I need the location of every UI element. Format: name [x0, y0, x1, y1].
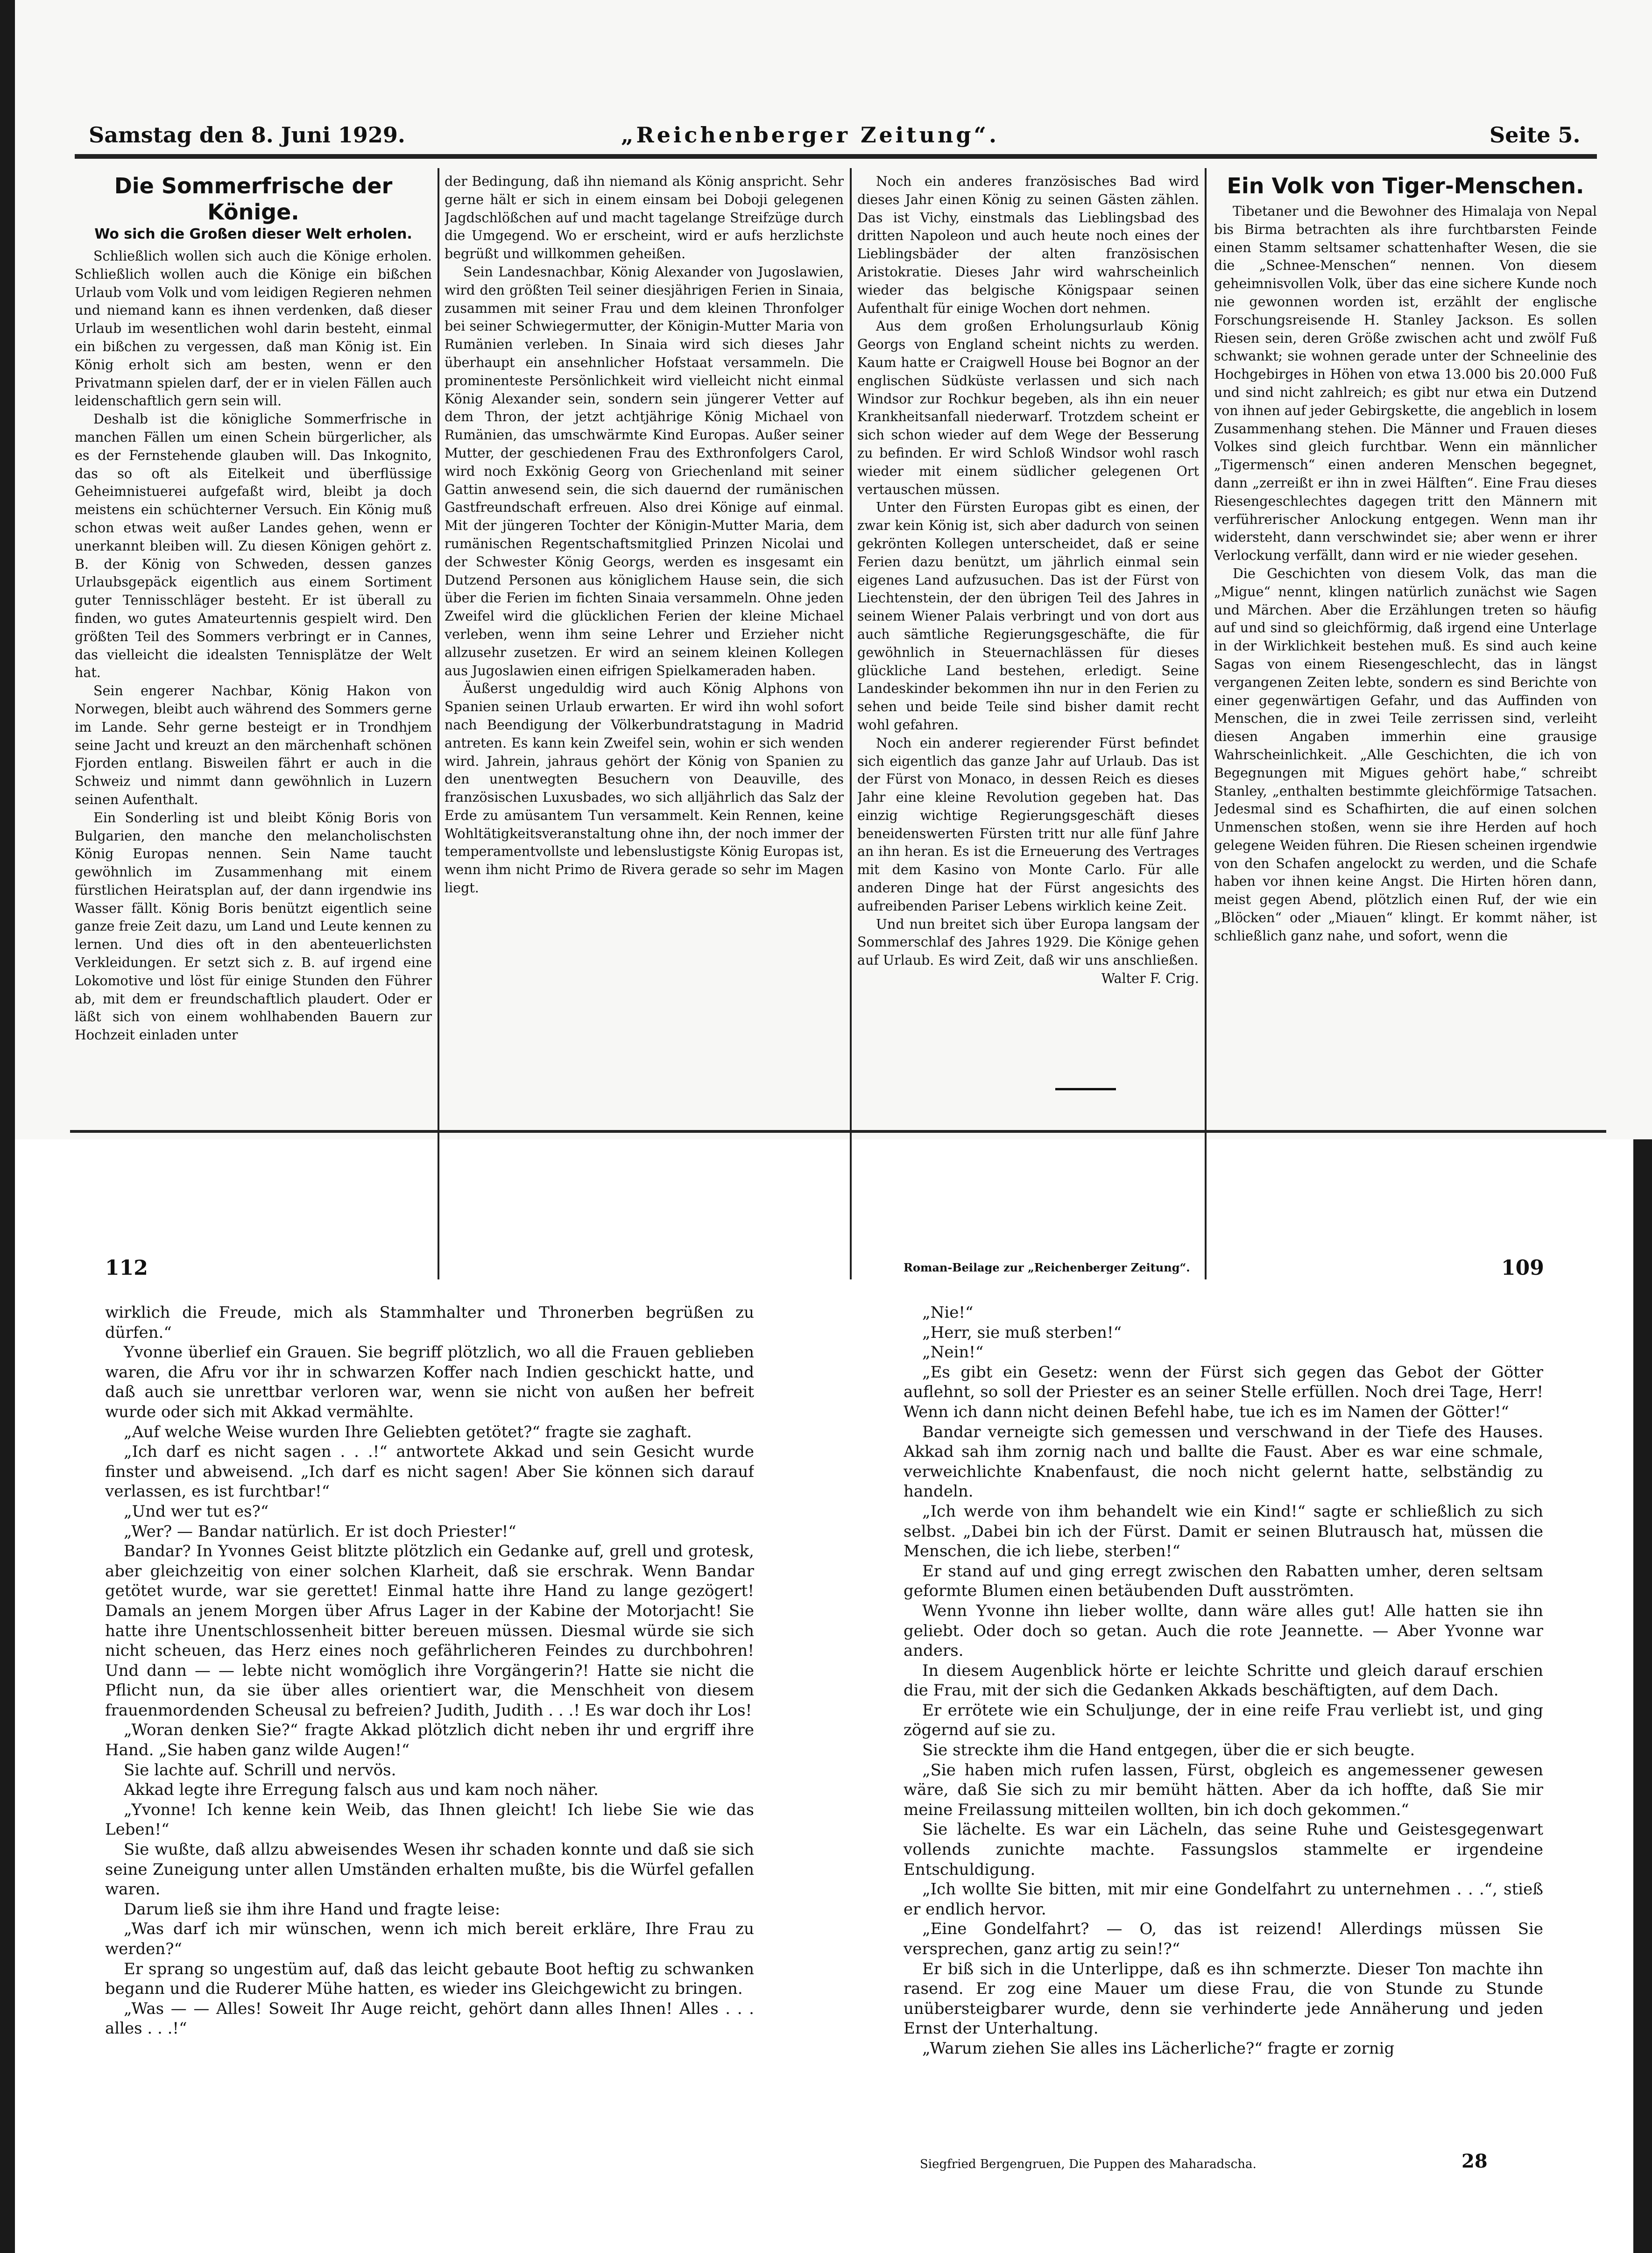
bottom-right-page-number: 109 — [1501, 1256, 1544, 1280]
novel-paragraph: „Was darf ich mir wünschen, wenn ich mich bereit erkläre, Ihre Frau zu werden?“ — [105, 1920, 754, 1958]
bottom-left-page-number: 112 — [105, 1256, 148, 1280]
novel-paragraph: wirklich die Freude, mich als Stammhalter und Thronerben begrüßen zu dürfen.“ — [105, 1303, 754, 1342]
column-divider — [438, 168, 439, 1279]
article1-paragraph: der Bedingung, daß ihn niemand als König anspricht. Sehr gerne hält er sich in einem einsam bei Doboji gelegenen Jagdschlößchen auf und macht tagelange Streifzüge durch die Umgegend. Wo er erscheint, wird er aufs herzlichste begrüßt und willkommen geheißen. — [445, 174, 844, 262]
novel-paragraph: Sie lachte auf. Schrill und nervös. — [124, 1760, 396, 1780]
novel-paragraph: Wenn Yvonne ihn lieber wollte, dann wäre alles gut! Alle hatten sie ihn geliebt. Oder doch so getan. Auch die rote Jeannette. — Aber Yvonne war anders. — [904, 1601, 1543, 1660]
bottom-right-text — [904, 1303, 1543, 2143]
article2-paragraph: Tibetaner und die Bewohner des Himalaja von Nepal bis Birma betrachten als ihre furchtbarsten Feinde einen Stamm seltsamer schattenhafter Wesen, die sie die „Schnee-Menschen“ nennen. Von diesem geheimnisvollen Volk, über das eine sichere Kunde noch nie gewonnen worden ist, erzählt der englische Forschungsreisende H. Stanley Jackson. Es sollen Riesen sein, deren Größe zwischen acht und zwölf Fuß schwankt; sie wohnen gerade unter der Schneelinie des Hochgebirges in Höhen von etwa 13.000 bis 20.000 Fuß und sind nicht zahlreich; es gibt nur etwa ein Dutzend von ihnen auf jeder Gebirgskette, die angeblich in losem Zusammenhang stehen. Die Männer und Frauen dieses Volkes sind gleich furchtbar. Wenn ein männlicher „Tigermensch“ einen anderen Menschen begegnet, dann „zerreißt er ihn in zwei Hälften“. Eine Frau dieses Riesengeschlechtes dagegen tritt den Männern mit verführerischer Anlockung entgegen. Wenn man ihr widersteht, dann verschwindet sie; aber wenn er ihrer Verlockung verfällt, dann wird er nie wieder gesehen. — [1214, 204, 1597, 564]
article1-paragraph: Ein Sonderling ist und bleibt König Boris von Bulgarien, den manche den melancholischsten König Europas nennen. Sein Name taucht gewöhnlich im Zusammenhang mit einem fürstlichen Heiratsplan auf, der dann irgendwie ins Wasser fällt. König Boris benützt eigentlich seine ganze freie Zeit dazu, um Land und Leute kennen zu lernen. Und dies oft in den abenteuerlichsten Verkleidungen. Er setzt sich z. B. auf irgend eine Lokomotive und löst für einige Stunden den Führer ab, mit dem er freundschaftlich plaudert. Oder er läßt sich von einem wohlhabenden Bauern zur Hochzeit einladen unter — [75, 810, 432, 1043]
novel-paragraph: Yvonne überlief ein Grauen. Sie begriff plötzlich, wo all die Frauen geblieben waren, die Afru vor ihr in schwarzen Koffer nach Indien geschickt hatte, und daß auch sie unrettbar verloren war, wenn sie nicht von außen her befreit wurde oder sich mit Akkad vermählte. — [105, 1343, 754, 1421]
novel-paragraph: Er biß sich in die Unterlippe, daß es ihn schmerzte. Dieser Ton machte ihn rasend. Er zog eine Mauer um diese Frau, die von Stunde zu Stunde unübersteigbarer wurde, denn sie verhinderte jede Annäherung und jeden Ernst der Unterhaltung. — [904, 1959, 1543, 2038]
article1-paragraph: Noch ein anderer regierender Fürst befindet sich eigentlich das ganze Jahr auf Urlaub. Das ist der Fürst von Monaco, in dessen Reich es dieses Jahr eine kleine Revolution gegeben hat. Das einzig wichtige Regierungsgeschäft dieses beneidenswerten Fürsten tritt nur alle fünf Jahre an ihn heran. Es ist die Erneuerung des Vertrages mit dem Kasino von Monte Carlo. Für alle anderen Dinge hat der Fürst angesichts des aufreibenden Pariser Lebens wirklich keine Zeit. — [857, 735, 1199, 914]
novel-paragraph: In diesem Augenblick hörte er leichte Schritte und gleich darauf erschien die Frau, mit der sich die Gedanken Akkads beschäftigten, auf dem Dach. — [904, 1661, 1543, 1700]
novel-paragraph: „Herr, sie muß sterben!“ — [922, 1323, 1122, 1342]
article1-column-3 — [857, 173, 1199, 1125]
novel-paragraph: Sie lächelte. Es war ein Lächeln, das seine Ruhe und Geistesgegenwart vollends zunichte machte. Fassungslos stammelte er irgendeine Entschuldigung. — [904, 1820, 1543, 1879]
novel-paragraph: Er sprang so ungestüm auf, daß das leicht gebaute Boot heftig zu schwanken begann und die Ruderer Mühe hatten, es wieder ins Gleichgewicht zu bringen. — [105, 1959, 754, 1999]
novel-paragraph: „Ich darf es nicht sagen . . .!“ antwortete Akkad und sein Gesicht wurde finster und abweisend. „Ich darf es nicht sagen! Aber Sie können sich darauf verlassen, es ist furchtbar!“ — [105, 1442, 754, 1501]
novel-paragraph: Er errötete wie ein Schuljunge, der in eine reife Frau verliebt ist, und ging zögernd auf sie zu. — [904, 1701, 1543, 1740]
bottom-left-text — [105, 1303, 754, 2176]
article2-title: Ein Volk von Tiger-Menschen. — [1227, 173, 1584, 198]
novel-paragraph: „Auf welche Weise wurden Ihre Geliebten getötet?“ fragte sie zaghaft. — [124, 1422, 692, 1441]
column-divider — [850, 168, 852, 1279]
article1-column-2 — [445, 173, 844, 1125]
bottom-rule — [70, 1130, 1606, 1133]
article2-column — [1214, 173, 1597, 1125]
article1-title: Die Sommerfrische der Könige. — [114, 173, 393, 225]
novel-paragraph: „Eine Gondelfahrt? — O, das ist reizend! Allerdings müssen Sie versprechen, ganz artig zu sein!?“ — [904, 1920, 1543, 1958]
header-page: Seite 5. — [1490, 122, 1581, 148]
novel-paragraph: „Woran denken Sie?“ fragte Akkad plötzlich dicht neben ihr und ergriff ihre Hand. „Sie haben ganz wilde Augen!“ — [105, 1721, 754, 1760]
article1-subtitle: Wo sich die Großen dieser Welt erholen. — [94, 226, 412, 242]
novel-paragraph: Bandar? In Yvonnes Geist blitzte plötzlich ein Gedanke auf, grell und grotesk, aber gleichzeitig von einer solchen Klarheit, daß sie erschrak. Wenn Bandar getötet wurde, war sie gerettet! Einmal hatte ihre Hand zu lange gezögert! Damals an jenem Morgen über Afrus Lager in der Kabine der Motorjacht! Sie hatte ihre Unentschlossenheit bitter bereuen müssen. Diesmal würde sie sich nicht scheuen, das Herz eines noch gefährlicheren Feindes zu durchbohren! Und dann — — lebte nicht womöglich ihre Vorgängerin?! Hatte sie nicht die Pflicht nun, da sie über alles orientiert war, die Menschheit von diesem frauenmordenden Scheusal zu befreien? Judith, Judith . . .! Es war doch ihr Los! — [105, 1542, 754, 1720]
article1-paragraph: Unter den Fürsten Europas gibt es einen, der zwar kein König ist, sich aber dadurch von seinen gekrönten Kollegen unterscheidet, daß er seine Ferien dazu benützt, um jährlich einmal sein eigenes Land aufzusuchen. Das ist der Fürst von Liechtenstein, der den übrigen Teil des Jahres in seinem Wiener Palais verbringt und von dort aus auch sämtliche Regierungsgeschäfte, die für gewöhnlich in Steuernachlässen für dieses glückliche Land bestehen, erledigt. Seine Landeskinder bekommen ihn nur in den Ferien zu sehen und beide Teile sind bisher damit recht wohl gefahren. — [857, 500, 1199, 733]
article1-paragraph: Deshalb ist die königliche Sommerfrische in manchen Fällen um einen Schein bürgerlicher, als es der Fernstehende glauben will. Das Inkognito, das so oft als Eitelkeit und überflüssige Geheimnistuerei aufgefaßt wird, bleibt ja doch meistens ein schüchterner Versuch. Ein König muß schon etwas weit außer Landes gehen, wenn er unerkannt bleiben will. Zu diesen Königen gehört z. B. der König von Schweden, dessen ganzes Urlaubsgepäck eigentlich aus einem Sortiment guter Tennisschläger besteht. Er ist überall zu finden, wo gutes Amateurtennis gespielt wird. Den größten Teil des Sommers verbringt er in Cannes, das vielleicht die idealsten Tennisplätze der Welt hat. — [75, 411, 432, 681]
novel-paragraph: „Warum ziehen Sie alles ins Lächerliche?“ fragte er zornig — [922, 2039, 1395, 2058]
novel-paragraph: „Wer? — Bandar natürlich. Er ist doch Priester!“ — [124, 1522, 516, 1541]
article1-paragraph: Schließlich wollen sich auch die Könige erholen. Schließlich wollen auch die Könige ein bißchen Urlaub vom Volk und vom leidigen Regieren nehmen und niemand kann es ihnen verdenken, daß dieser Urlaub im wesentlichen wohl darin besteht, einmal ein bißchen zu vergessen, daß man König ist. Ein König erholt sich am besten, wenn er den Privatmann spielen darf, der er in vielen Fällen auch leidenschaftlich gern sein will. — [75, 248, 432, 409]
novel-paragraph: „Und wer tut es?“ — [124, 1502, 269, 1521]
novel-paragraph: Akkad legte ihre Erregung falsch aus und kam noch näher. — [124, 1780, 599, 1800]
novel-supplement-header: Roman-Beilage zur „Reichenberger Zeitung“. — [904, 1261, 1190, 1274]
novel-footer-number: 28 — [1461, 2150, 1488, 2172]
novel-paragraph: Darum ließ sie ihm ihre Hand und fragte leise: — [124, 1900, 501, 1919]
article1-signature: Walter F. Crig. — [1101, 971, 1199, 987]
header-date: Samstag den 8. Juni 1929. — [89, 122, 405, 148]
novel-paragraph: Bandar verneigte sich gemessen und verschwand in der Tiefe des Hauses. Akkad sah ihm zornig nach und ballte die Faust. Aber es war eine schmale, verweichlichte Knabenfaust, die noch nicht gelernt hatte, selbständig zu handeln. — [904, 1422, 1543, 1501]
novel-paragraph: Sie wußte, daß allzu abweisendes Wesen ihr schaden konnte und daß sie sich seine Zuneigung unter allen Umständen erhalten mußte, bis die Würfel gefallen waren. — [105, 1840, 754, 1899]
novel-paragraph: „Ich wollte Sie bitten, mit mir eine Gondelfahrt zu unternehmen . . .“, stieß er endlich hervor. — [904, 1880, 1543, 1919]
article1-paragraph: Noch ein anderes französisches Bad wird dieses Jahr einen König zu seinen Gästen zählen. Das ist Vichy, einstmals das Lieblingsbad des dritten Napoleon und auch heute noch eines der Lieblingsbäder der alten französischen Aristokratie. Dieses Jahr wird wahrscheinlich wieder das belgische Königspaar seinen Aufenthalt für einige Wochen dort nehmen. — [857, 174, 1199, 316]
article1-paragraph: Und nun breitet sich über Europa langsam der Sommerschlaf des Jahres 1929. Die Könige gehen auf Urlaub. Es wird Zeit, daß wir uns anschließen. — [857, 916, 1199, 968]
novel-paragraph: „Sie haben mich rufen lassen, Fürst, obgleich es angemessener gewesen wäre, daß Sie sich zu mir bemüht hätten. Aber da ich hoffte, daß Sie mir meine Freilassung mitteilen wollten, bin ich doch gekommen.“ — [904, 1760, 1543, 1819]
novel-paragraph: „Yvonne! Ich kenne kein Weib, das Ihnen gleicht! Ich liebe Sie wie das Leben!“ — [105, 1800, 754, 1839]
column-divider — [1205, 168, 1207, 1279]
novel-paragraph: „Ich werde von ihm behandelt wie ein Kind!“ sagte er schließlich zu sich selbst. „Dabei bin ich der Fürst. Damit er seinen Blutrausch hat, müssen die Menschen, die ich liebe, sterben!“ — [904, 1502, 1543, 1561]
article1-column-1 — [75, 173, 432, 1125]
novel-paragraph: „Nie!“ — [922, 1303, 974, 1322]
novel-paragraph: „Was — — Alles! Soweit Ihr Auge reicht, gehört dann alles Ihnen! Alles . . . alles . . .!“ — [105, 1999, 754, 2038]
article1-paragraph: Aus dem großen Erholungsurlaub König Georgs von England scheint nichts zu werden. Kaum hatte er Craigwell House bei Bognor an der englischen Südküste verlassen und sich nach Windsor zur Rochkur begeben, als ihn ein neuer Krankheitsanfall niederwarf. Trotzdem scheint er sich schon wieder auf dem Wege der Besserung zu befinden. Er wird Schloß Windsor wohl rasch wieder mit einem südlicher gelegenen Ort vertauschen müssen. — [857, 318, 1199, 497]
novel-paragraph: „Es gibt ein Gesetz: wenn der Fürst sich gegen das Gebot der Götter auflehnt, so soll der Priester es an seiner Stelle erfüllen. Noch drei Tage, Herr! Wenn ich dann nicht deinen Befehl habe, tue ich es im Namen der Götter!“ — [904, 1363, 1543, 1421]
novel-paragraph: Er stand auf und ging erregt zwischen den Rabatten umher, deren seltsam geformte Blumen einen betäubenden Duft ausströmten. — [904, 1561, 1543, 1601]
header-newspaper: „Reichenberger Zeitung“. — [621, 122, 1000, 148]
right-page-edge — [1633, 1139, 1652, 2253]
end-dash — [1055, 1088, 1116, 1090]
header-rule — [75, 154, 1597, 159]
novel-paragraph: „Nein!“ — [922, 1343, 984, 1362]
article1-paragraph: Äußerst ungeduldig wird auch König Alphons von Spanien seinen Urlaub erwarten. Er wird ihn wohl sofort nach Beendigung der Völkerbundratstagung in Madrid antreten. Es kann kein Zweifel sein, wohin er sich wenden wird. Jahrein, jahraus gehört der König von Spanien zu den unentwegten Besuchern von Deauville, des französischen Luxusbades, wo sich alljährlich das Salz der Erde zu amüsantem Tun versammelt. Kein Rennen, keine Wohltätigkeitsveranstaltung ohne ihn, der noch immer der temperamentvollste und lebenslustigste König Europas ist, wenn ihm nicht Primo de Rivera gerade so sehr im Magen liegt. — [445, 681, 844, 896]
article2-paragraph: Die Geschichten von diesem Volk, das man die „Migue“ nennt, klingen natürlich zunächst wie Sagen und Märchen. Aber die Erzählungen treten so häufig auf und sind so gleichförmig, daß irgend eine Unterlage in der Wirklichkeit bestehen muß. Es sind auch keine Sagas von einem Riesengeschlecht, das in längst vergangenen Zeiten lebte, sondern es sind Berichte von einer gegenwärtigen Gefahr, und das Auffinden von Menschen, die in zwei Teile zerrissen sind, verleiht diesen Angaben immerhin eine grausige Wahrscheinlichkeit. „Alle Geschichten, die ich von Begegnungen mit Migues gehört habe,“ schreibt Stanley, „enthalten bestimmte gleichförmige Tatsachen. Jedesmal sind es Schafhirten, die auf einen solchen Unmenschen stoßen, wenn sie ihre Herden auf hoch gelegene Weiden führen. Die Riesen scheinen irgendwie von den Schafen angelockt zu werden, und die Schafe haben vor ihnen keine Angst. Die Hirten hören dann, meist gegen Abend, plötzlich einen Ruf, der wie ein „Blöcken“ oder „Miauen“ klingt. Er kommt näher, ist schließlich ganz nahe, und sofort, wenn die — [1214, 565, 1597, 944]
novel-paragraph: Sie streckte ihm die Hand entgegen, über die er sich beugte. — [922, 1741, 1415, 1760]
article1-paragraph: Sein engerer Nachbar, König Hakon von Norwegen, bleibt auch während des Sommers gerne im Lande. Sehr gerne besteigt er in Trondhjem seine Jacht und kreuzt an den märchenhaft schönen Fjorden entlang. Bisweilen fährt er auch in die Schweiz und nimmt dann gewöhnlich in Luzern seinen Aufenthalt. — [75, 683, 432, 807]
left-page-edge — [0, 0, 15, 2253]
novel-footer-author: Siegfried Bergengruen, Die Puppen des Maharadscha. — [920, 2157, 1257, 2171]
article1-paragraph: Sein Landesnachbar, König Alexander von Jugoslawien, wird den größten Teil seiner diesjährigen Ferien in Sinaia, zusammen mit seiner Frau und dem kleinen Thronfolger bei seiner Schwiegermutter, der Königin-Mutter Maria von Rumänien verleben. In Sinaia wird sich dieses Jahr überhaupt ein ansehnlicher Hofstaat versammeln. Die prominenteste Persönlichkeit wird vielleicht nicht einmal König Alexander sein, sondern sein jüngerer Vetter auf dem Thron, der jetzt achtjährige König Michael von Rumänien, das umschwärmte Kind Europas. Außer seiner Mutter, der geschiedenen Frau des Exthronfolgers Carol, wird noch Exkönig Georg von Griechenland mit seiner Gattin anwesend sein, die sich dauernd der rumänischen Gastfreundschaft erfreuen. Also drei Könige auf einmal. Mit der jüngeren Tochter der Königin-Mutter Maria, dem rumänischen Regentschaftsmitglied Prinzen Nicolai und der Schwester König Georgs, werden es insgesamt ein Dutzend Personen aus königlichem Hause sein, die sich über die Ferien im fichten Sinaia versammeln. Ohne jeden Zweifel wird die glücklichen Ferien der kleine Michael verleben, wenn ihm seine Lehrer und Erzieher nicht allzusehr zusetzen. Er wird an seinem kleinen Kollegen aus Jugoslawien einen eifrigen Spielkameraden haben. — [445, 264, 844, 678]
